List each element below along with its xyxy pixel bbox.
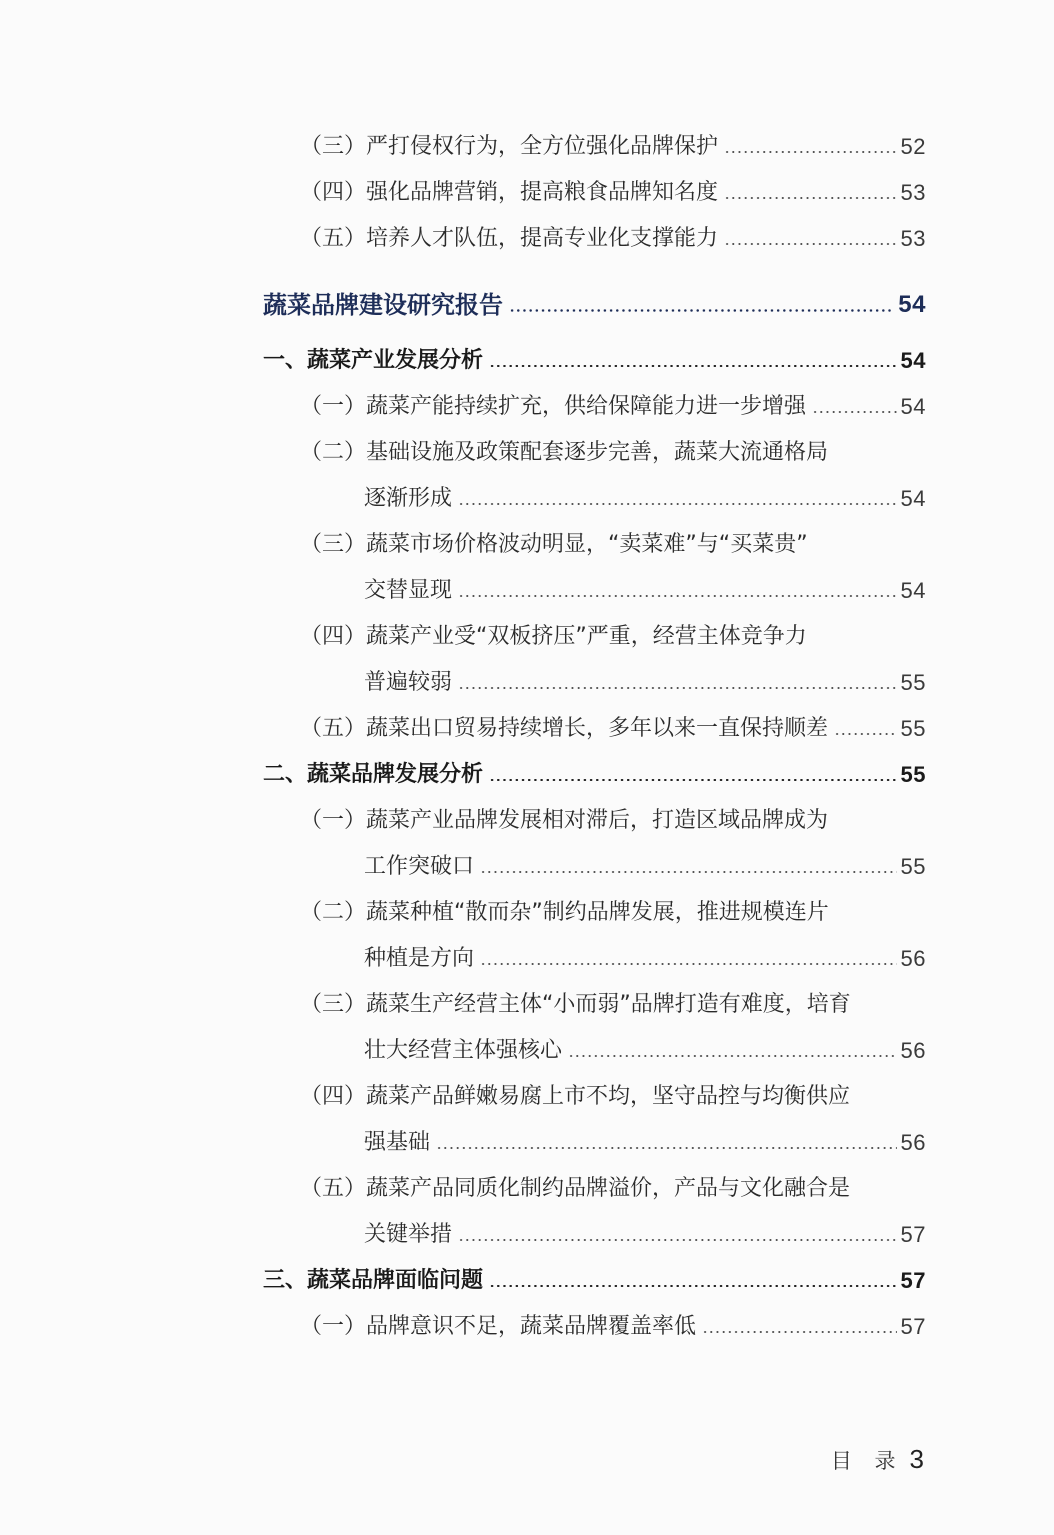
toc-entry-title-cont: 逐渐形成 xyxy=(364,486,453,511)
page-footer xyxy=(831,1444,924,1475)
toc-section-entry[interactable] xyxy=(263,1266,926,1296)
toc-entry-continuation[interactable] xyxy=(364,1036,926,1066)
toc-section-page: 54 xyxy=(900,348,926,373)
toc-report-title: 蔬菜品牌建设研究报告 xyxy=(263,291,503,319)
toc-entry-page: 56 xyxy=(900,1038,926,1063)
toc-entry-number: （一） xyxy=(300,1314,367,1339)
toc-entry[interactable] xyxy=(300,178,926,208)
toc-entry-page: 54 xyxy=(900,486,926,511)
toc-entry-title: 蔬菜产品同质化制约品牌溢价，产品与文化融合是 xyxy=(366,1176,851,1201)
toc-entry-number: （二） xyxy=(300,900,367,925)
dot-leader xyxy=(458,1220,897,1250)
toc-entry-title: 蔬菜产业品牌发展相对滞后，打造区域品牌成为 xyxy=(366,808,829,833)
toc-entry-continuation[interactable] xyxy=(364,1220,926,1250)
toc-entry-title-cont: 普遍较弱 xyxy=(364,670,453,695)
toc-entry-page: 55 xyxy=(900,854,926,879)
toc-entry-title: 品牌意识不足，蔬菜品牌覆盖率低 xyxy=(366,1314,697,1339)
toc-entry-title-cont: 交替显现 xyxy=(364,578,453,603)
dot-leader xyxy=(489,760,897,790)
toc-entry-number: （五） xyxy=(300,1176,367,1201)
toc-section-page: 55 xyxy=(900,762,926,787)
toc-entry-title: 蔬菜出口贸易持续增长，多年以来一直保持顺差 xyxy=(366,716,829,741)
toc-entry-page: 53 xyxy=(900,180,926,205)
toc-entry-title: 培养人才队伍，提高专业化支撑能力 xyxy=(366,226,719,251)
toc-entry[interactable] xyxy=(300,1174,926,1204)
dot-leader xyxy=(458,668,897,698)
toc-entry[interactable] xyxy=(300,1082,926,1112)
toc-entry-number: （三） xyxy=(300,532,367,557)
toc-entry-page: 57 xyxy=(900,1222,926,1247)
toc-section-title: 三、蔬菜品牌面临问题 xyxy=(263,1268,484,1293)
toc-entry-number: （四） xyxy=(300,624,367,649)
toc-entry-title: 蔬菜种植“散而杂”制约品牌发展，推进规模连片 xyxy=(366,900,829,925)
dot-leader xyxy=(834,714,896,744)
toc-entry-title: 蔬菜产业受“双板挤压”严重，经营主体竞争力 xyxy=(366,624,807,649)
dot-leader xyxy=(509,286,894,320)
toc-entry[interactable] xyxy=(300,990,926,1020)
toc-entry[interactable] xyxy=(300,530,926,560)
toc-entry[interactable] xyxy=(300,714,926,744)
toc-entry[interactable] xyxy=(300,898,926,928)
toc-entry-page: 52 xyxy=(900,134,926,159)
toc-entry-number: （三） xyxy=(300,134,367,159)
toc-section-entry[interactable] xyxy=(263,760,926,790)
toc-entry-title: 蔬菜生产经营主体“小而弱”品牌打造有难度，培育 xyxy=(366,992,851,1017)
toc-entry-number: （四） xyxy=(300,1084,367,1109)
toc-entry-title-cont: 强基础 xyxy=(364,1130,431,1155)
toc-section-page: 57 xyxy=(900,1268,926,1293)
toc-entry-continuation[interactable] xyxy=(364,944,926,974)
toc-entry-number: （三） xyxy=(300,992,367,1017)
toc-section-title: 二、蔬菜品牌发展分析 xyxy=(263,762,484,787)
dot-leader xyxy=(812,392,896,422)
dot-leader xyxy=(480,944,897,974)
dot-leader xyxy=(489,346,897,376)
toc-entry-number: （二） xyxy=(300,440,367,465)
footer-page-number: 3 xyxy=(909,1444,924,1474)
toc-entry-title-cont: 种植是方向 xyxy=(364,946,475,971)
toc-entry-number: （五） xyxy=(300,716,367,741)
toc-entry-page: 55 xyxy=(900,670,926,695)
toc-report-page: 54 xyxy=(898,291,926,318)
toc-entry-number: （五） xyxy=(300,226,367,251)
dot-leader xyxy=(568,1036,897,1066)
toc-entry-page: 54 xyxy=(900,394,926,419)
toc-entry-number: （四） xyxy=(300,180,367,205)
toc-entry-title-cont: 工作突破口 xyxy=(364,854,475,879)
toc-entry-title-cont: 关键举措 xyxy=(364,1222,453,1247)
toc-entry-title: 强化品牌营销，提高粮食品牌知名度 xyxy=(366,180,719,205)
toc-entry[interactable] xyxy=(300,1312,926,1342)
toc-report-entry[interactable] xyxy=(263,286,926,320)
toc-entry-title: 蔬菜市场价格波动明显，“卖菜难”与“买菜贵” xyxy=(366,532,808,557)
dot-leader xyxy=(724,224,896,254)
dot-leader xyxy=(458,484,897,514)
toc-entry-continuation[interactable] xyxy=(364,1128,926,1158)
toc-entry-page: 55 xyxy=(900,716,926,741)
dot-leader xyxy=(436,1128,897,1158)
toc-entry-title: 基础设施及政策配套逐步完善，蔬菜大流通格局 xyxy=(366,440,829,465)
toc-entry-continuation[interactable] xyxy=(364,668,926,698)
toc-entry-title: 蔬菜产品鲜嫩易腐上市不均，坚守品控与均衡供应 xyxy=(366,1084,851,1109)
dot-leader xyxy=(702,1312,896,1342)
toc-entry-continuation[interactable] xyxy=(364,852,926,882)
toc-entry[interactable] xyxy=(300,438,926,468)
dot-leader xyxy=(724,132,896,162)
toc-entry-title: 严打侵权行为，全方位强化品牌保护 xyxy=(366,134,719,159)
toc-entry-continuation[interactable] xyxy=(364,484,926,514)
toc-entry-title: 蔬菜产能持续扩充，供给保障能力进一步增强 xyxy=(366,394,807,419)
toc-entry-page: 56 xyxy=(900,1130,926,1155)
toc-section-entry[interactable] xyxy=(263,346,926,376)
toc-entry-number: （一） xyxy=(300,808,367,833)
toc-entry-page: 53 xyxy=(900,226,926,251)
footer-label: 目 录 xyxy=(830,1449,904,1473)
toc-entry-continuation[interactable] xyxy=(364,576,926,606)
toc-entry-title-cont: 壮大经营主体强核心 xyxy=(364,1038,563,1063)
dot-leader xyxy=(724,178,896,208)
dot-leader xyxy=(458,576,897,606)
dot-leader xyxy=(480,852,897,882)
toc-entry[interactable] xyxy=(300,806,926,836)
toc-entry[interactable] xyxy=(300,224,926,254)
toc-entry-number: （一） xyxy=(300,394,367,419)
toc-entry-page: 54 xyxy=(900,578,926,603)
toc-entry[interactable] xyxy=(300,132,926,162)
dot-leader xyxy=(489,1266,897,1296)
toc-section-title: 一、蔬菜产业发展分析 xyxy=(263,348,484,373)
toc-entry[interactable] xyxy=(300,392,926,422)
toc-entry-page: 56 xyxy=(900,946,926,971)
toc-entry[interactable] xyxy=(300,622,926,652)
toc-entry-page: 57 xyxy=(900,1314,926,1339)
